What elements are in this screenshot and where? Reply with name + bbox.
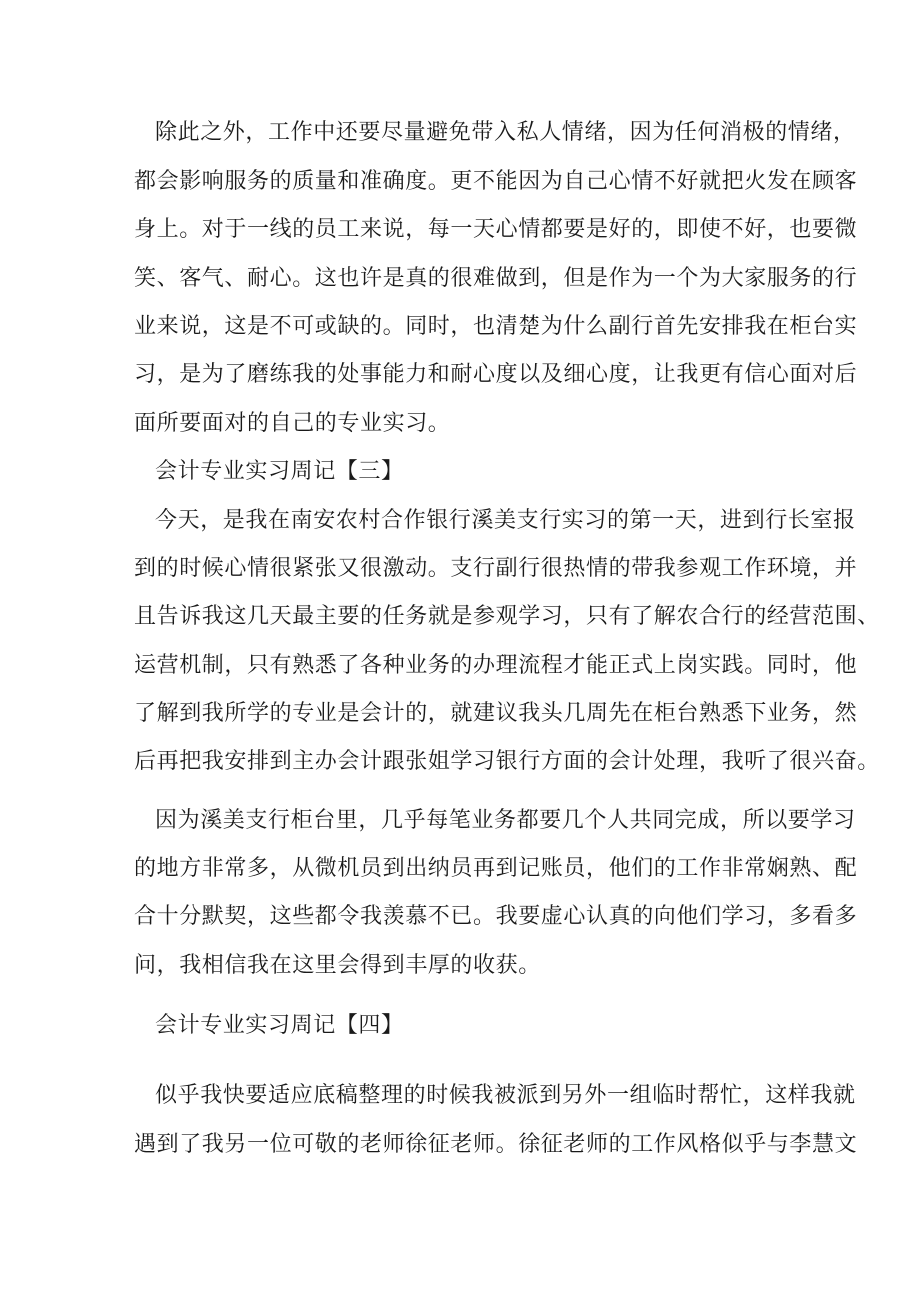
- paragraph-line: 的地方非常多，从微机员到出纳员再到记账员，他们的工作非常娴熟、配: [134, 856, 858, 881]
- paragraph-line: 合十分默契，这些都令我羡慕不已。我要虚心认真的向他们学习，多看多: [134, 904, 858, 929]
- section-heading-four: 会计专业实习周记【四】: [155, 1013, 404, 1038]
- paragraph-line: 似乎我快要适应底稿整理的时候我被派到另外一组临时帮忙，这样我就: [155, 1083, 856, 1108]
- paragraph-line: 面所要面对的自己的专业实习。: [134, 411, 451, 436]
- paragraph-line: 且告诉我这几天最主要的任务就是参观学习，只有了解农合行的经营范围、: [134, 604, 880, 629]
- paragraph-line: 除此之外，工作中还要尽量避免带入私人情绪，因为任何消极的情绪，: [155, 120, 856, 145]
- paragraph-line: 了解到我所学的专业是会计的，就建议我头几周先在柜台熟悉下业务，然: [134, 701, 858, 726]
- paragraph-line: 到的时候心情很紧张又很激动。支行副行很热情的带我参观工作环境，并: [134, 556, 858, 581]
- paragraph-line: 今天，是我在南安农村合作银行溪美支行实习的第一天，进到行长室报: [155, 508, 856, 533]
- paragraph-line: 遇到了我另一位可敬的老师徐征老师。徐征老师的工作风格似乎与李慧文: [134, 1132, 858, 1157]
- section-heading-three: 会计专业实习周记【三】: [155, 459, 404, 484]
- paragraph-line: 因为溪美支行柜台里，几乎每笔业务都要几个人共同完成，所以要学习: [155, 808, 856, 833]
- paragraph-line: 后再把我安排到主办会计跟张姐学习银行方面的会计处理，我听了很兴奋。: [134, 749, 880, 774]
- paragraph-line: 问，我相信我在这里会得到丰厚的收获。: [134, 953, 541, 978]
- paragraph-line: 习，是为了磨练我的处事能力和耐心度以及细心度，让我更有信心面对后: [134, 362, 858, 387]
- paragraph-line: 运营机制，只有熟悉了各种业务的办理流程才能正式上岗实践。同时，他: [134, 653, 858, 678]
- paragraph-line: 业来说，这是不可或缺的。同时，也清楚为什么副行首先安排我在柜台实: [134, 314, 858, 339]
- paragraph-line: 笑、客气、耐心。这也许是真的很难做到，但是作为一个为大家服务的行: [134, 266, 858, 291]
- paragraph-line: 身上。对于一线的员工来说，每一天心情都要是好的，即使不好，也要微: [134, 217, 858, 242]
- paragraph-line: 都会影响服务的质量和准确度。更不能因为自己心情不好就把火发在顾客: [134, 169, 858, 194]
